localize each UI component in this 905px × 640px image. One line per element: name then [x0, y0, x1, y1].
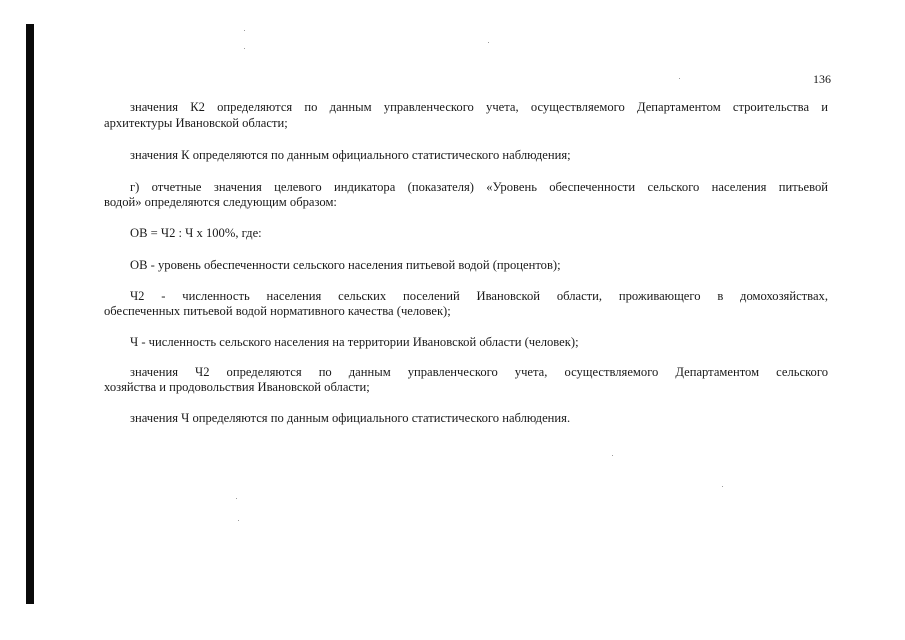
paragraph-ch2-source-line-1: значения Ч2 определяются по данным управленческого учета, осуществляемого Департаментом сельского — [130, 365, 828, 379]
paragraph-indicator-line-2: водой» определяются следующим образом: — [104, 195, 337, 209]
paragraph-indicator-line-1: г) отчетные значения целевого индикатора (показателя) «Уровень обеспеченности сельского населения питьевой — [130, 180, 828, 194]
scan-border — [26, 24, 34, 604]
scan-speck — [722, 486, 723, 487]
scan-speck — [244, 48, 245, 49]
page-number: 136 — [813, 72, 831, 86]
paragraph-ch-source: значения Ч определяются по данным официального статистического наблюдения. — [130, 411, 571, 425]
scan-speck — [612, 455, 613, 456]
paragraph-k-line-1: значения К определяются по данным официального статистического наблюдения; — [130, 148, 571, 162]
scan-speck — [236, 498, 237, 499]
scan-speck — [488, 42, 489, 43]
formula: ОВ = Ч2 : Ч х 100%, где: — [130, 226, 262, 240]
scan-speck — [238, 520, 239, 521]
definition-ch2-line-2: обеспеченных питьевой водой нормативного качества (человек); — [104, 304, 451, 318]
paragraph-ch2-source-line-2: хозяйства и продовольствия Ивановской области; — [104, 380, 370, 394]
scan-speck — [679, 78, 680, 79]
paragraph-k2-line-2: архитектуры Ивановской области; — [104, 116, 288, 130]
definition-ov: ОВ - уровень обеспеченности сельского населения питьевой водой (процентов); — [130, 258, 561, 272]
scan-speck — [244, 30, 245, 31]
paragraph-k2-line-1: значения К2 определяются по данным управленческого учета, осуществляемого Департаментом строительства и — [130, 100, 828, 114]
definition-ch2-line-1: Ч2 - численность населения сельских поселений Ивановской области, проживающего в домохозяйствах, — [130, 289, 828, 303]
definition-ch: Ч - численность сельского населения на территории Ивановской области (человек); — [130, 335, 579, 349]
